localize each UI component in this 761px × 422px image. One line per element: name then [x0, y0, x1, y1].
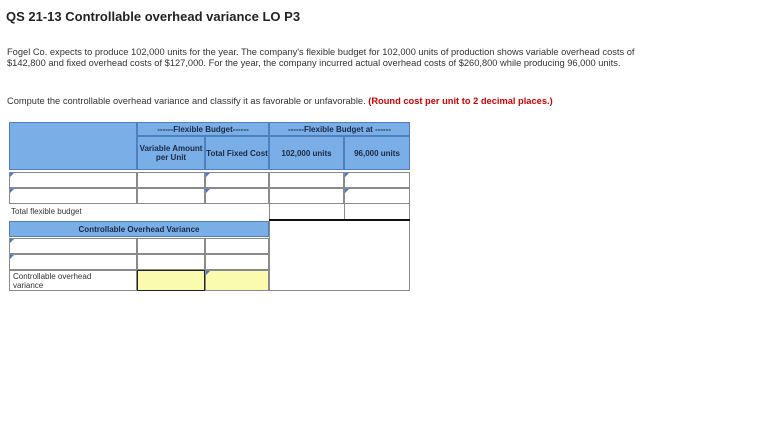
flex-budget-at-header: ------Flexible Budget at ------	[269, 122, 410, 136]
dropdown-marker-icon	[10, 173, 14, 177]
controllable-variance-header: Controllable Overhead Variance	[9, 221, 269, 237]
variance-row2-amount-input[interactable]	[137, 254, 205, 270]
row2-label-input[interactable]	[9, 188, 137, 204]
problem-text: Fogel Co. expects to produce 102,000 units for the year. The company's flexible budget for 102,000 units of production shows variable overhead costs of $142,800 and fixed overhead costs of $127,000. For the year, the company incurred actual overhead costs of $260,800 while producing 96,000 units.	[7, 47, 635, 69]
col-variable-per-unit: Variable Amount per Unit	[137, 136, 205, 170]
dropdown-marker-icon	[206, 271, 210, 275]
dropdown-marker-icon	[206, 173, 210, 177]
row2-96k-input[interactable]	[344, 188, 410, 204]
row1-label-input[interactable]	[9, 172, 137, 188]
col-total-fixed: Total Fixed Cost	[205, 136, 269, 170]
row2-102k-input[interactable]	[269, 188, 344, 204]
header-blank-cell	[9, 122, 137, 170]
variance-classification-select[interactable]	[205, 270, 269, 291]
page-title: QS 21-13 Controllable overhead variance LO P3	[6, 9, 301, 24]
variance-row2-extra-input[interactable]	[205, 254, 269, 270]
dropdown-marker-icon	[10, 189, 14, 193]
result-label-cell	[9, 270, 137, 291]
variance-row1-extra-input[interactable]	[205, 238, 269, 254]
right-blank-area	[269, 221, 410, 291]
col-102000-units: 102,000 units	[269, 136, 344, 170]
row1-102k-input[interactable]	[269, 172, 344, 188]
instruction-main: Compute the controllable overhead variance and classify it as favorable or unfavorable.	[7, 96, 366, 106]
rounding-note: (Round cost per unit to 2 decimal places.)	[368, 96, 553, 106]
dropdown-marker-icon	[206, 189, 210, 193]
row1-variable-input[interactable]	[137, 172, 205, 188]
row1-96k-input[interactable]	[344, 172, 410, 188]
col-96000-units: 96,000 units	[344, 136, 410, 170]
flex-budget-header: ------Flexible Budget------	[137, 122, 269, 136]
dropdown-marker-icon	[10, 255, 14, 259]
variance-amount-input[interactable]	[137, 270, 205, 291]
variance-row2-label-input[interactable]	[9, 254, 137, 270]
dropdown-marker-icon	[345, 189, 349, 193]
row1-fixed-input[interactable]	[205, 172, 269, 188]
dropdown-marker-icon	[10, 239, 14, 243]
variance-row1-label-input[interactable]	[9, 238, 137, 254]
row2-variable-input[interactable]	[137, 188, 205, 204]
total-flexible-budget-label: Total flexible budget	[11, 207, 82, 216]
dropdown-marker-icon	[345, 173, 349, 177]
controllable-variance-label: Controllable overhead variance	[13, 272, 92, 290]
variance-row1-amount-input[interactable]	[137, 238, 205, 254]
row2-fixed-input[interactable]	[205, 188, 269, 204]
instruction-text	[7, 96, 553, 106]
